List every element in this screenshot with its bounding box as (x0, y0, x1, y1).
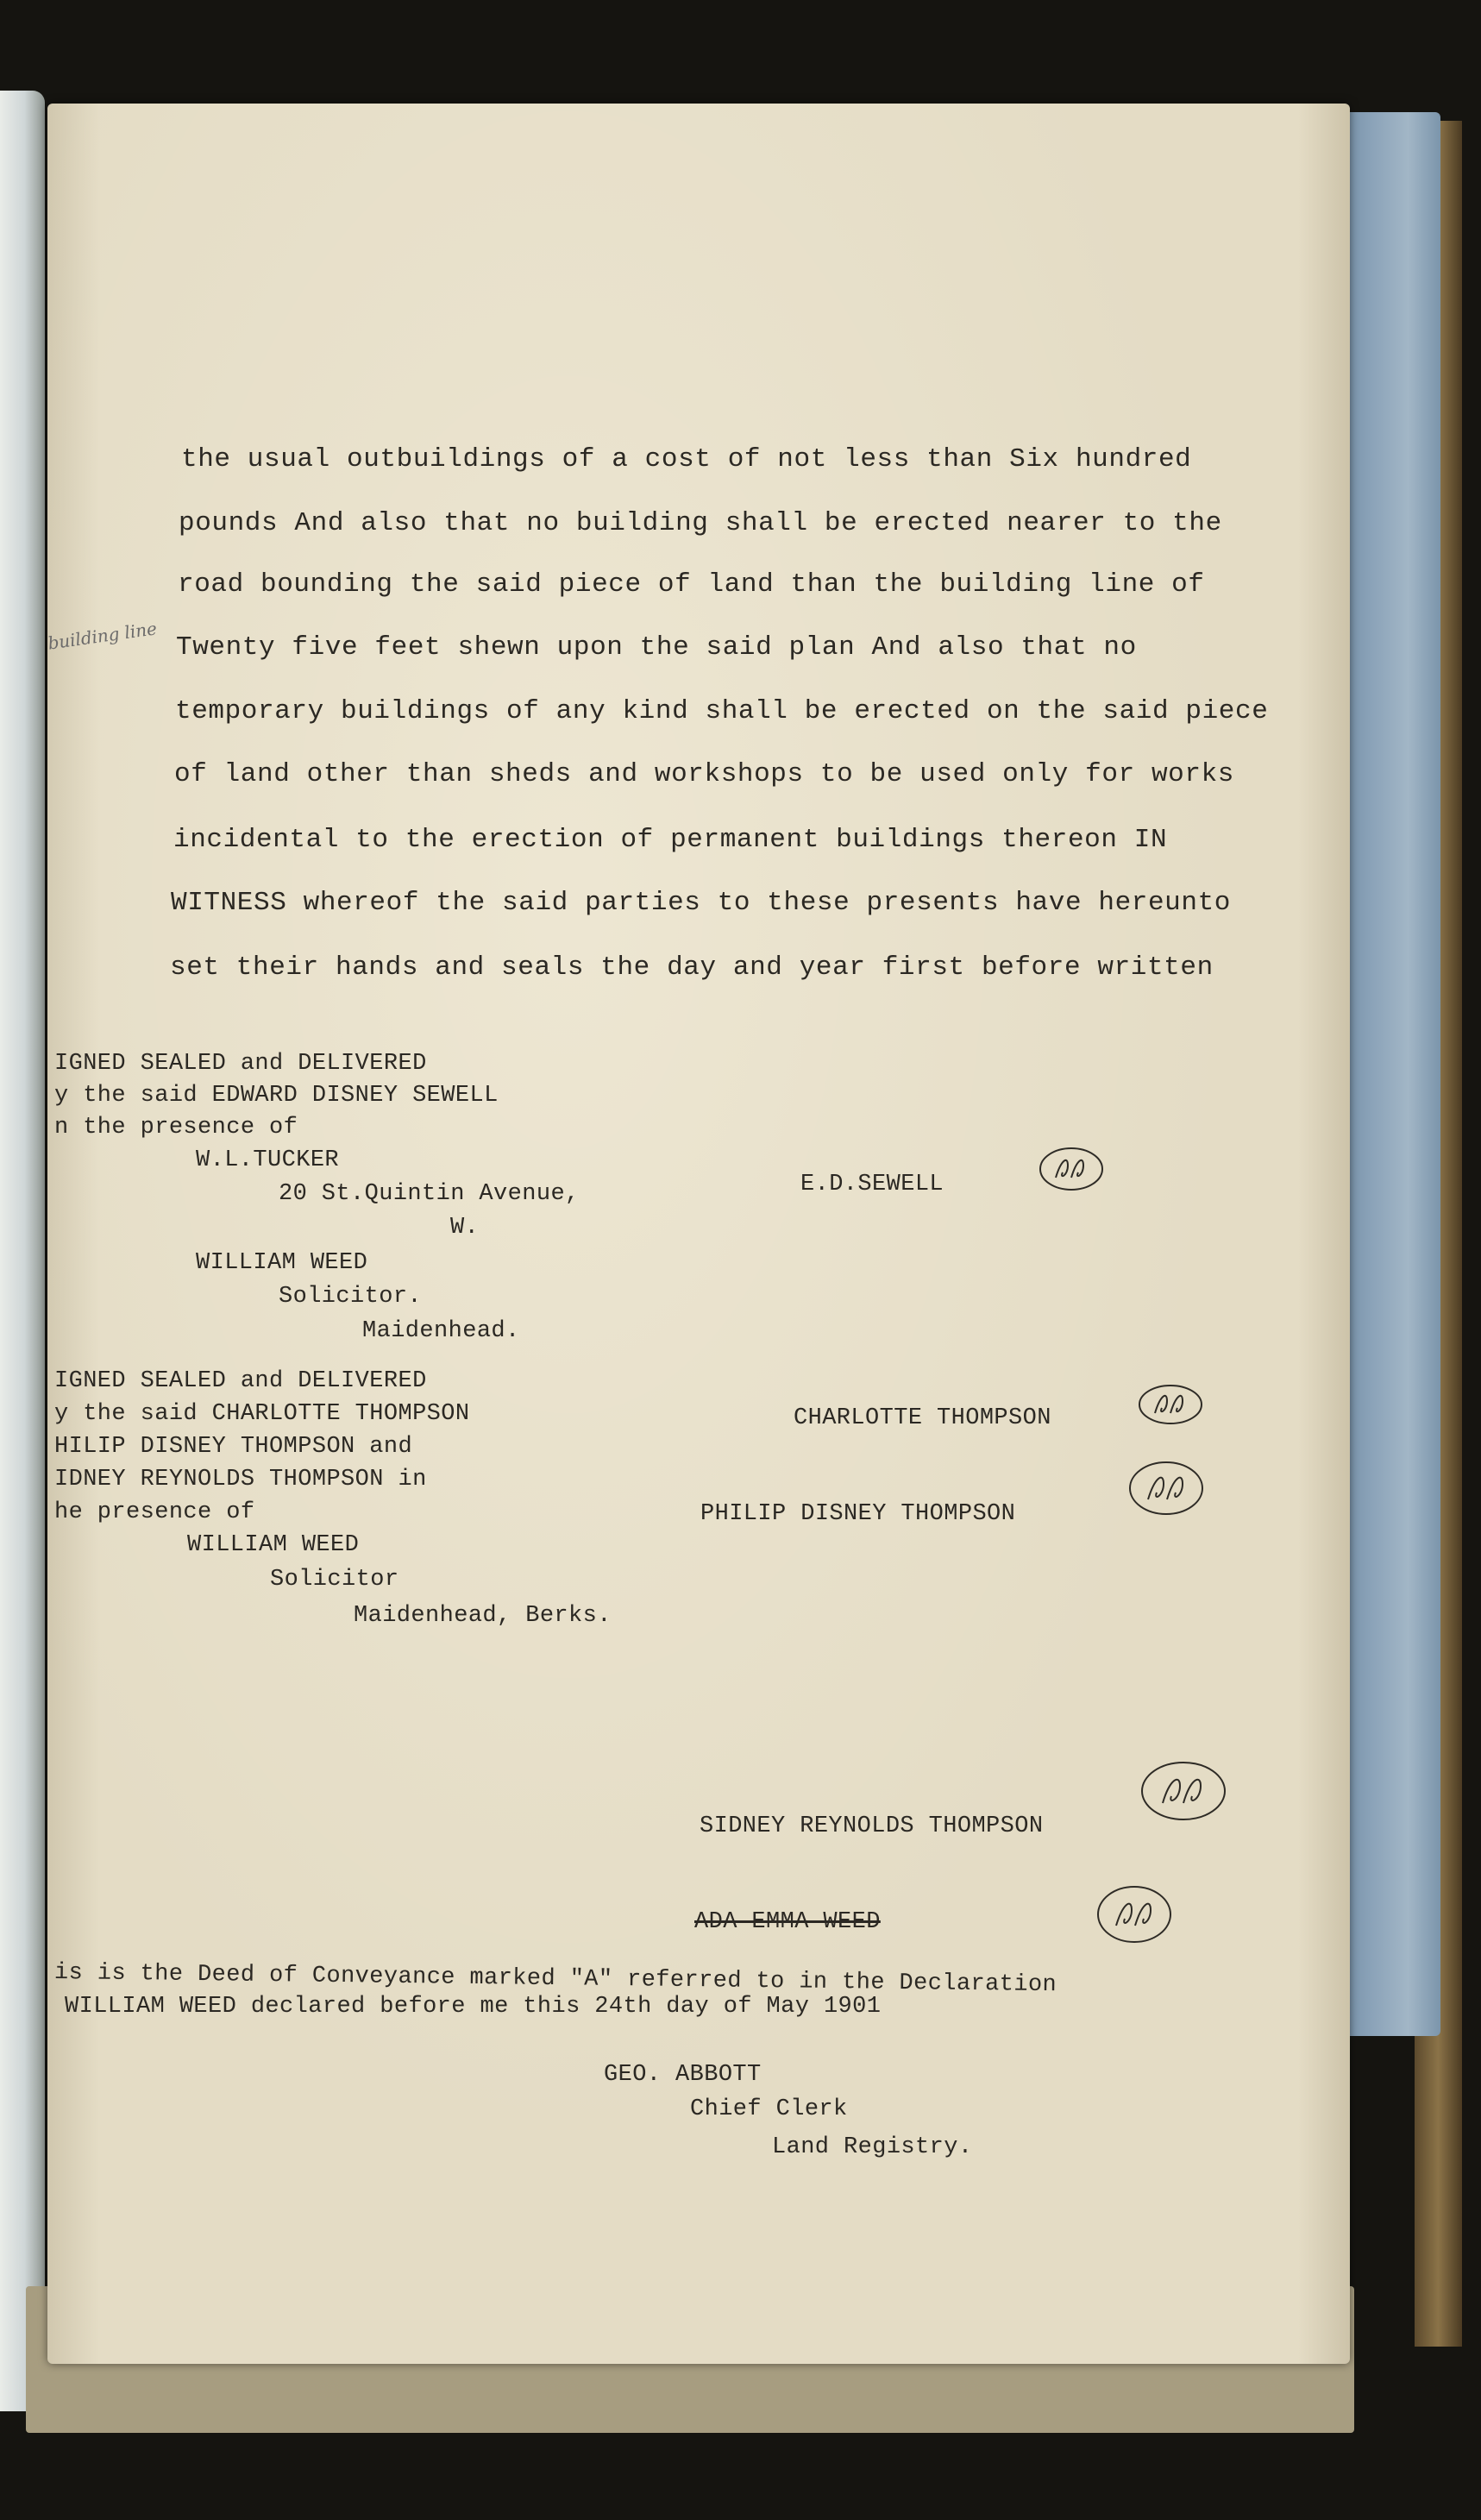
body-line: of land other than sheds and workshops to be used only for works (174, 759, 1234, 789)
attestation-line: IGNED SEALED and DELIVERED (54, 1368, 427, 1394)
attestation-line: y the said EDWARD DISNEY SEWELL (54, 1083, 499, 1109)
body-line: the usual outbuildings of a cost of not less than Six hundred (181, 444, 1192, 474)
witness-name: WILLIAM WEED (187, 1532, 360, 1558)
signer-name: SIDNEY REYNOLDS THOMPSON (700, 1813, 1044, 1839)
attestation-line: HILIP DISNEY THOMPSON and (54, 1434, 413, 1460)
seal-icon (1139, 1758, 1229, 1824)
body-line: road bounding the said piece of land than the building line of (178, 569, 1205, 600)
body-line: pounds And also that no building shall be erected nearer to the (179, 508, 1222, 538)
body-line: temporary buildings of any kind shall be erected on the said piece (175, 696, 1269, 726)
body-line: Twenty five feet shewn upon the said plan And also that no (176, 632, 1137, 663)
seal-icon (1094, 1882, 1176, 1946)
attestation-line: n the presence of (54, 1115, 298, 1141)
clerk-name: GEO. ABBOTT (604, 2062, 762, 2088)
body-line: incidental to the erection of permanent buildings thereon IN (173, 825, 1168, 855)
adjacent-page-edge (0, 91, 45, 2411)
witness-town: Maidenhead, Berks. (354, 1603, 612, 1629)
declaration-line: is is the Deed of Conveyance marked "A" referred to in the Declaration (53, 1960, 1057, 1999)
seal-icon (1136, 1379, 1205, 1430)
signer-name: CHARLOTTE THOMPSON (794, 1405, 1051, 1431)
witness-name: WILLIAM WEED (196, 1250, 368, 1276)
document-page (47, 104, 1350, 2364)
witness-name: W.L.TUCKER (196, 1147, 340, 1173)
witness-title: Solicitor (270, 1567, 399, 1593)
margin-annotation: building line (46, 618, 159, 654)
witness-address: 20 St.Quintin Avenue, (279, 1181, 580, 1207)
signer-name-struck: ADA EMMA WEED (694, 1909, 881, 1935)
signer-name: E.D.SEWELL (800, 1172, 944, 1197)
seal-icon (1126, 1458, 1208, 1518)
seal-icon (1037, 1143, 1106, 1195)
witness-town: Maidenhead. (362, 1318, 520, 1344)
body-line: set their hands and seals the day and year first before written (170, 952, 1214, 983)
witness-title: Solicitor. (279, 1284, 423, 1310)
clerk-office: Land Registry. (772, 2134, 973, 2160)
attestation-line: IGNED SEALED and DELIVERED (54, 1051, 427, 1077)
declaration-line: WILLIAM WEED declared before me this 24th day of May 1901 (65, 1994, 882, 2020)
body-line: WITNESS whereof the said parties to these presents have hereunto (171, 888, 1231, 918)
signer-name: PHILIP DISNEY THOMPSON (700, 1501, 1016, 1527)
attestation-line: IDNEY REYNOLDS THOMPSON in (54, 1467, 427, 1493)
witness-address: W. (450, 1215, 480, 1241)
clerk-title: Chief Clerk (690, 2096, 848, 2122)
attestation-line: he presence of (54, 1499, 255, 1525)
attestation-line: y the said CHARLOTTE THOMPSON (54, 1401, 470, 1427)
